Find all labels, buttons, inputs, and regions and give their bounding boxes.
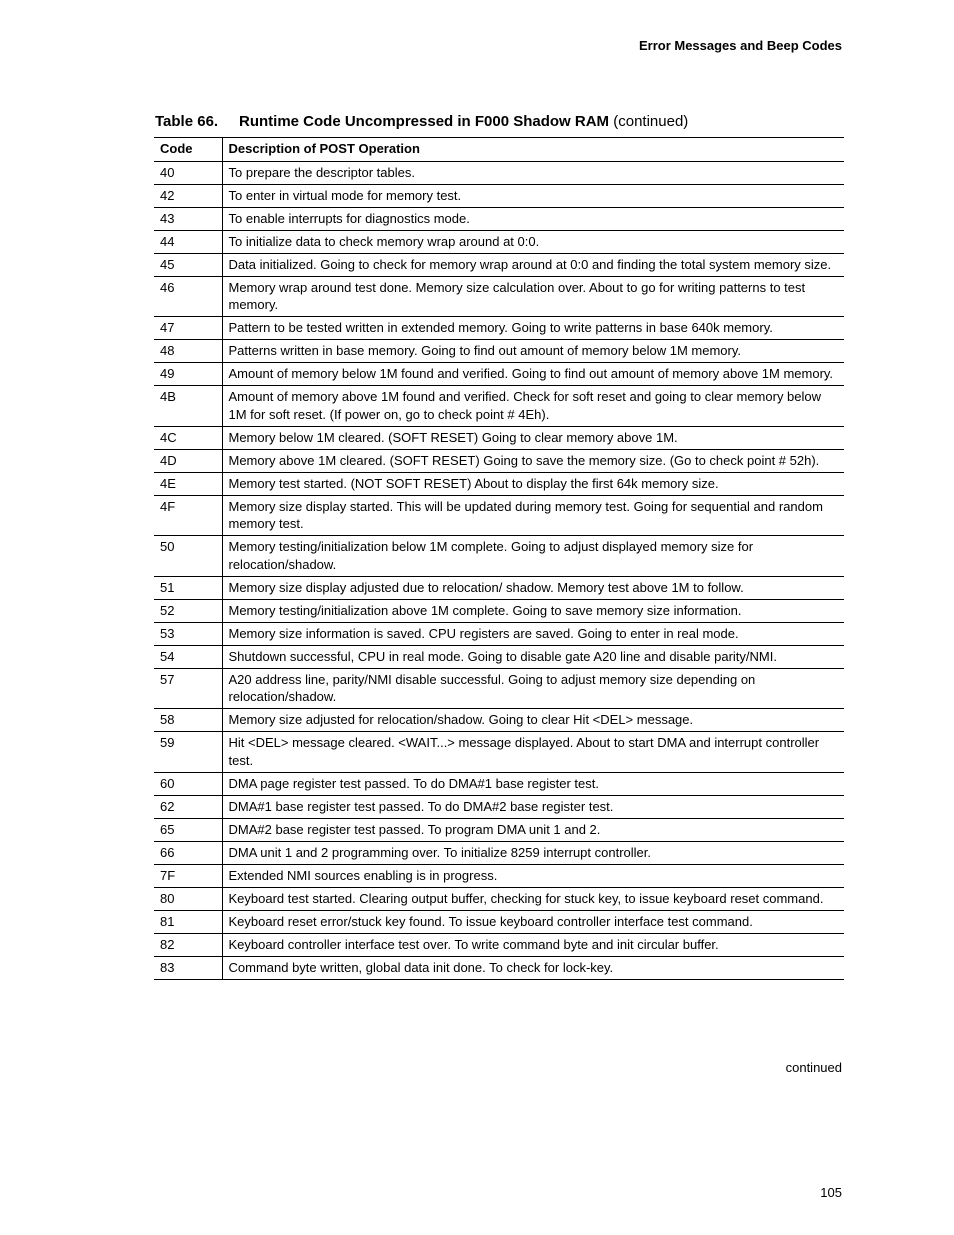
row-code: 80 [154,887,222,910]
row-code: 83 [154,956,222,979]
table-row [154,253,844,276]
row-code: 4E [154,472,222,495]
row-description: Pattern to be tested written in extended memory. Going to write patterns in base 640k memory. [222,317,844,340]
row-description: Amount of memory above 1M found and verified. Check for soft reset and going to clear memory below 1M for soft reset. (If power on, go to check point # 4Eh). [222,386,844,427]
table-row [154,184,844,207]
row-code: 4D [154,449,222,472]
row-description: To initialize data to check memory wrap around at 0:0. [222,230,844,253]
row-code: 59 [154,732,222,773]
row-description: DMA page register test passed. To do DMA#1 base register test. [222,772,844,795]
table-row [154,536,844,577]
table-row [154,161,844,184]
row-description: Memory size adjusted for relocation/shadow. Going to clear Hit <DEL> message. [222,709,844,732]
row-code: 66 [154,841,222,864]
table-row [154,317,844,340]
row-code: 60 [154,772,222,795]
row-code: 4B [154,386,222,427]
column-header-code: Code [154,138,222,162]
table-caption [155,113,688,130]
row-description: DMA#2 base register test passed. To program DMA unit 1 and 2. [222,818,844,841]
row-code: 81 [154,910,222,933]
row-description: DMA#1 base register test passed. To do DMA#2 base register test. [222,795,844,818]
row-description: A20 address line, parity/NMI disable successful. Going to adjust memory size depending on relocation/shadow. [222,668,844,709]
table-row [154,386,844,427]
row-description: Memory below 1M cleared. (SOFT RESET) Going to clear memory above 1M. [222,426,844,449]
row-code: 46 [154,276,222,317]
row-description: Command byte written, global data init done. To check for lock-key. [222,956,844,979]
continued-label: continued [785,1060,842,1075]
row-code: 49 [154,363,222,386]
table-row [154,599,844,622]
post-code-table [154,137,844,980]
table-row [154,230,844,253]
row-description: Memory test started. (NOT SOFT RESET) About to display the first 64k memory size. [222,472,844,495]
row-code: 47 [154,317,222,340]
table-row [154,472,844,495]
row-description: Memory size information is saved. CPU registers are saved. Going to enter in real mode. [222,622,844,645]
table-header-row [154,138,844,162]
column-header-description: Description of POST Operation [222,138,844,162]
row-code: 40 [154,161,222,184]
row-code: 50 [154,536,222,577]
row-code: 57 [154,668,222,709]
row-description: Keyboard reset error/stuck key found. To issue keyboard controller interface test command. [222,910,844,933]
table-row [154,340,844,363]
row-code: 7F [154,864,222,887]
table-row [154,818,844,841]
row-code: 62 [154,795,222,818]
running-header: Error Messages and Beep Codes [638,38,842,53]
table-row [154,933,844,956]
row-code: 45 [154,253,222,276]
row-code: 54 [154,645,222,668]
table-continued-note: (continued) [613,113,689,130]
table-row [154,363,844,386]
table-row [154,772,844,795]
table-row [154,887,844,910]
row-description: Hit <DEL> message cleared. <WAIT...> message displayed. About to start DMA and interrupt controller test. [222,732,844,773]
table-row [154,207,844,230]
table-row [154,956,844,979]
row-description: To prepare the descriptor tables. [222,161,844,184]
row-code: 44 [154,230,222,253]
table-title: Runtime Code Uncompressed in F000 Shadow RAM [239,113,610,130]
table-row [154,795,844,818]
row-description: Memory size display adjusted due to relocation/ shadow. Memory test above 1M to follow. [222,576,844,599]
row-description: To enable interrupts for diagnostics mode. [222,207,844,230]
row-code: 52 [154,599,222,622]
row-description: Memory size display started. This will be updated during memory test. Going for sequential and random memory test. [222,495,844,536]
table-row [154,495,844,536]
row-code: 51 [154,576,222,599]
row-description: Memory above 1M cleared. (SOFT RESET) Going to save the memory size. (Go to check point # 52h). [222,449,844,472]
table-row [154,426,844,449]
row-description: Memory testing/initialization above 1M complete. Going to save memory size information. [222,599,844,622]
row-code: 65 [154,818,222,841]
table-row [154,276,844,317]
row-description: To enter in virtual mode for memory test. [222,184,844,207]
table-row [154,449,844,472]
row-description: Keyboard test started. Clearing output buffer, checking for stuck key, to issue keyboard reset command. [222,887,844,910]
row-code: 82 [154,933,222,956]
row-code: 4C [154,426,222,449]
row-code: 58 [154,709,222,732]
table-row [154,668,844,709]
row-code: 43 [154,207,222,230]
row-description: Memory testing/initialization below 1M complete. Going to adjust displayed memory size for relocation/shadow. [222,536,844,577]
row-code: 42 [154,184,222,207]
row-description: DMA unit 1 and 2 programming over. To initialize 8259 interrupt controller. [222,841,844,864]
table-row [154,910,844,933]
row-description: Data initialized. Going to check for memory wrap around at 0:0 and finding the total system memory size. [222,253,844,276]
table-number: Table 66. [155,113,219,130]
row-description: Memory wrap around test done. Memory size calculation over. About to go for writing patterns to test memory. [222,276,844,317]
table-row [154,709,844,732]
table-row [154,622,844,645]
table-row [154,732,844,773]
table-body [154,161,844,979]
row-description: Amount of memory below 1M found and verified. Going to find out amount of memory above 1M memory. [222,363,844,386]
table-row [154,841,844,864]
row-code: 53 [154,622,222,645]
table-row [154,864,844,887]
row-code: 48 [154,340,222,363]
row-description: Extended NMI sources enabling is in progress. [222,864,844,887]
row-description: Shutdown successful, CPU in real mode. Going to disable gate A20 line and disable parity/NMI. [222,645,844,668]
table-row [154,576,844,599]
table-row [154,645,844,668]
page-number: 105 [820,1185,842,1200]
row-description: Patterns written in base memory. Going to find out amount of memory below 1M memory. [222,340,844,363]
row-description: Keyboard controller interface test over. To write command byte and init circular buffer. [222,933,844,956]
row-code: 4F [154,495,222,536]
